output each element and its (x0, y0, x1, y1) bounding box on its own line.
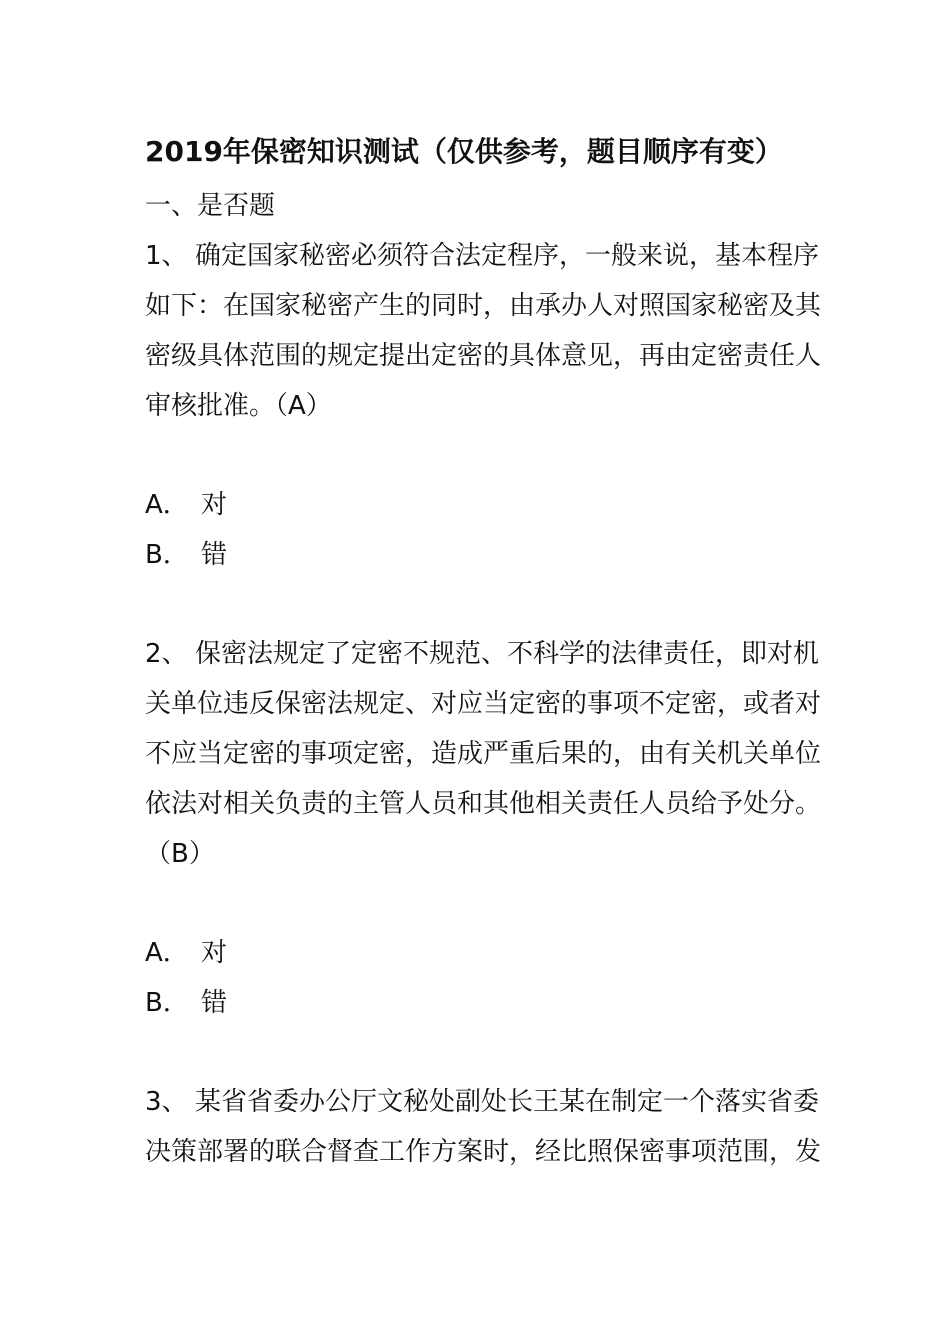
question-text: 确定国家秘密必须符合法定程序，一般来说，基本程序 (195, 241, 820, 271)
option-letter: A． (145, 490, 189, 520)
question-2-text-line: 不应当定密的事项定密，造成严重后果的，由有关机关单位 (145, 739, 822, 769)
question-2-text-line: 关单位违反保密法规定、对应当定密的事项不定密，或者对 (145, 689, 822, 719)
option-letter: B． (145, 540, 189, 570)
question-2-first-line (145, 634, 825, 674)
document-title: 2019年保密知识测试（仅供参考，题目顺序有变） (145, 135, 783, 168)
question-1-option-b (145, 535, 825, 575)
option-letter: B． (145, 988, 189, 1018)
question-1-first-line (145, 236, 825, 276)
question-number: 3、 (145, 1087, 188, 1117)
question-1-text-line: 密级具体范围的规定提出定密的具体意见，再由定密责任人 (145, 341, 822, 371)
option-text: 错 (201, 988, 228, 1018)
question-1-text-line: 如下：在国家秘密产生的同时，由承办人对照国家秘密及其 (145, 291, 822, 321)
option-text: 错 (201, 540, 228, 570)
question-1-option-a (145, 485, 825, 525)
question-2-text-line: 依法对相关负责的主管人员和其他相关责任人员给予处分。 (145, 789, 822, 819)
question-1-text-line: 审核批准。（A） (145, 391, 332, 421)
question-text: 保密法规定了定密不规范、不科学的法律责任，即对机 (195, 639, 820, 669)
question-number: 1、 (145, 241, 188, 271)
option-text: 对 (201, 938, 228, 968)
question-2-option-b (145, 983, 825, 1023)
option-text: 对 (201, 490, 228, 520)
option-letter: A． (145, 938, 189, 968)
question-2-option-a (145, 933, 825, 973)
section-heading: 一、是否题 (145, 191, 276, 221)
question-3-first-line (145, 1082, 825, 1122)
question-2-text-line: （B） (145, 839, 215, 869)
question-text: 某省省委办公厅文秘处副处长王某在制定一个落实省委 (195, 1087, 820, 1117)
question-number: 2、 (145, 639, 188, 669)
question-3-text-line: 决策部署的联合督查工作方案时，经比照保密事项范围，发 (145, 1137, 822, 1167)
